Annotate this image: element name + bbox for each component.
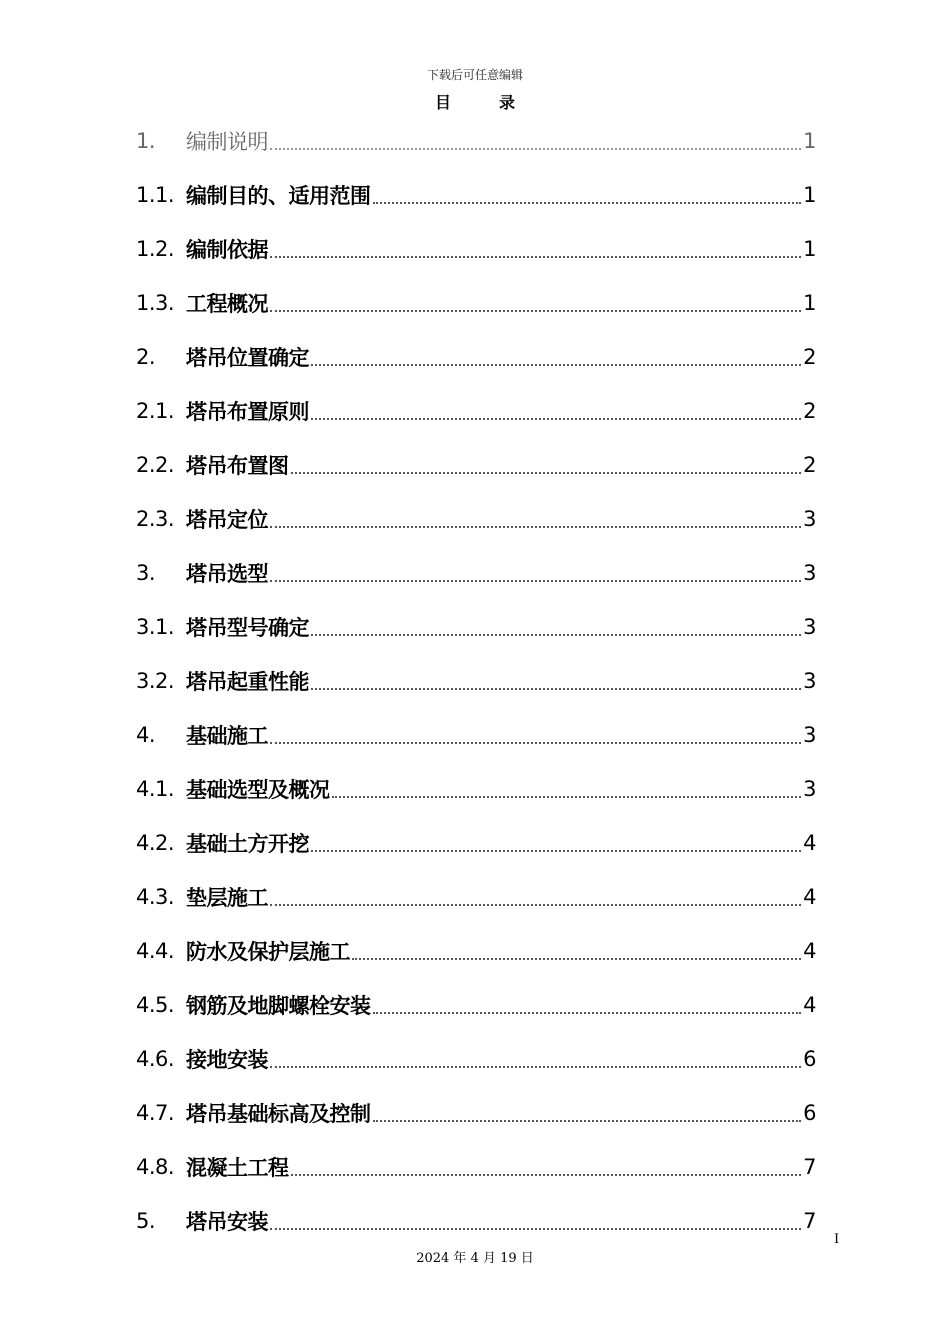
toc-entry-number: 4.7. [136,1101,175,1125]
toc-entry-page-number: 6 [803,1101,816,1125]
toc-entry-page-number: 4 [803,885,816,909]
toc-entry-page-number: 1 [803,129,816,153]
toc-entry-label: 基础选型及概况 [186,778,330,802]
toc-entry-page-number: 3 [803,507,816,531]
toc-entry-label: 塔吊布置原则 [186,400,309,424]
toc-entry-number: 4.4. [136,939,175,963]
toc-entry-page-number: 7 [803,1209,816,1233]
toc-entry[interactable] [136,1140,816,1194]
toc-dot-leader [373,1011,802,1014]
toc-entry[interactable] [136,1086,816,1140]
toc-entry[interactable] [136,330,816,384]
toc-dot-leader [270,1227,801,1230]
toc-title-char-1: 目 [434,93,451,112]
toc-dot-leader [311,687,801,690]
toc-entry-page-number: 7 [803,1155,816,1179]
toc-dot-leader [311,363,801,366]
toc-entry-number: 1.3. [136,291,175,315]
footer-date: 2024 年 4 月 19 日 [416,1251,534,1266]
toc-entry-number: 1.1. [136,183,175,207]
toc-entry[interactable] [136,816,816,870]
toc-entry-number: 4.2. [136,831,175,855]
toc-entry-number: 3.2. [136,669,175,693]
toc-entry-page-number: 3 [803,561,816,585]
toc-entry-number: 2.1. [136,399,175,423]
toc-entry[interactable] [136,870,816,924]
toc-dot-leader [270,147,801,150]
toc-entry-number: 4.1. [136,777,175,801]
page-marker: I [834,1232,840,1247]
toc-entry-number: 4. [136,723,156,747]
toc-entry-number: 2.2. [136,453,175,477]
toc-entry-label: 接地安装 [186,1048,268,1072]
toc-dot-leader [311,633,801,636]
toc-entry-label: 塔吊布置图 [186,454,289,478]
toc-dot-leader [373,1119,802,1122]
toc-entry-number: 2.3. [136,507,175,531]
toc-entry-page-number: 2 [803,399,816,423]
toc-entry-page-number: 3 [803,723,816,747]
toc-entry-number: 3.1. [136,615,175,639]
toc-entry-label: 基础土方开挖 [186,832,309,856]
toc-entry-page-number: 6 [803,1047,816,1071]
toc-dot-leader [270,1065,801,1068]
toc-entry-label: 塔吊选型 [186,562,268,586]
toc-title-char-2: 录 [499,93,516,112]
header-note: 下载后可任意编辑 [426,68,523,82]
toc-entry-label: 垫层施工 [186,886,268,910]
toc-entry[interactable] [136,276,816,330]
toc-entry[interactable] [136,384,816,438]
toc-entry[interactable] [136,654,816,708]
toc-entry-page-number: 4 [803,939,816,963]
toc-entry-page-number: 1 [803,291,816,315]
toc-entry-label: 钢筋及地脚螺栓安装 [186,994,371,1018]
toc-entry[interactable] [136,114,816,168]
toc-entry-label: 塔吊定位 [186,508,268,532]
toc-dot-leader [291,471,802,474]
toc-entry-label: 塔吊型号确定 [186,616,309,640]
toc-dot-leader [311,849,801,852]
toc-dot-leader [270,579,801,582]
toc-entry-label: 基础施工 [186,724,268,748]
toc-dot-leader [270,255,801,258]
toc-entry-page-number: 3 [803,669,816,693]
toc-entry[interactable] [136,600,816,654]
toc-entry[interactable] [136,438,816,492]
toc-entry-number: 2. [136,345,156,369]
toc-dot-leader [270,309,801,312]
toc-entry-page-number: 4 [803,993,816,1017]
toc-entry-page-number: 1 [803,237,816,261]
toc-dot-leader [270,525,801,528]
toc-entry[interactable] [136,708,816,762]
toc-entry-page-number: 2 [803,453,816,477]
toc-entry[interactable] [136,978,816,1032]
toc-entry-label: 塔吊起重性能 [186,670,309,694]
toc-dot-leader [291,1173,802,1176]
toc-entry-number: 4.8. [136,1155,175,1179]
toc-entry-page-number: 2 [803,345,816,369]
toc-entry-number: 1.2. [136,237,175,261]
toc-entry[interactable] [136,492,816,546]
toc-entry-number: 5. [136,1209,156,1233]
toc-entry-label: 编制说明 [186,130,268,154]
toc-dot-leader [311,417,801,420]
toc-dot-leader [373,201,802,204]
toc-entry-number: 4.6. [136,1047,175,1071]
toc-entry[interactable] [136,924,816,978]
toc-entry-label: 防水及保护层施工 [186,940,350,964]
table-of-contents [136,114,816,1248]
toc-entry-label: 混凝土工程 [186,1156,289,1180]
toc-dot-leader [332,795,802,798]
toc-entry-label: 编制依据 [186,238,268,262]
toc-entry[interactable] [136,1032,816,1086]
toc-dot-leader [352,957,801,960]
toc-entry[interactable] [136,222,816,276]
toc-entry[interactable] [136,1194,816,1248]
toc-dot-leader [270,903,801,906]
toc-entry-label: 工程概况 [186,292,268,316]
toc-entry[interactable] [136,546,816,600]
toc-entry-page-number: 3 [803,777,816,801]
toc-entry-page-number: 1 [803,183,816,207]
toc-entry-label: 编制目的、适用范围 [186,184,371,208]
toc-entry-number: 3. [136,561,156,585]
toc-entry-number: 4.5. [136,993,175,1017]
toc-entry-page-number: 3 [803,615,816,639]
toc-entry-number: 4.3. [136,885,175,909]
toc-title [0,90,950,113]
toc-dot-leader [270,741,801,744]
toc-entry-number: 1. [136,129,156,153]
toc-entry[interactable] [136,168,816,222]
toc-entry-page-number: 4 [803,831,816,855]
toc-entry-label: 塔吊位置确定 [186,346,309,370]
toc-entry-label: 塔吊基础标高及控制 [186,1102,371,1126]
toc-entry[interactable] [136,762,816,816]
toc-entry-label: 塔吊安装 [186,1210,268,1234]
